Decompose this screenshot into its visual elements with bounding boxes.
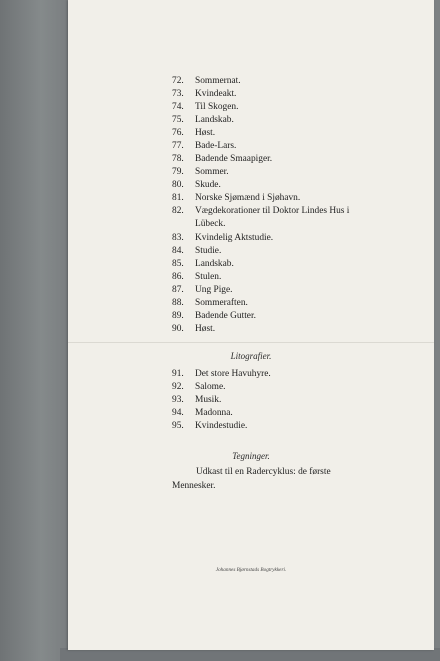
list-item [172,192,367,205]
item-number: 94. [172,408,184,419]
list-item [172,420,271,433]
list-item [172,297,367,310]
list-item [172,381,271,394]
item-title: Norske Sjømænd i Sjøhavn. [195,193,301,204]
list-item [172,323,367,336]
item-number: 83. [172,232,184,243]
list-item [172,166,367,179]
list-item [172,179,367,192]
item-title: Landskab. [195,258,234,269]
item-number: 78. [172,154,184,165]
item-title: Høst. [195,323,216,334]
item-title: Badende Gutter. [195,310,256,321]
list-item [172,140,367,153]
item-number: 93. [172,395,184,406]
item-title: Vægdekorationer til Doktor Lindes Hus i Lübeck. [195,206,350,230]
list-item [172,114,367,127]
item-title: Sommer. [195,167,229,178]
list-item [172,407,271,420]
list-item [172,245,367,258]
item-number: 88. [172,297,184,308]
item-number: 84. [172,245,184,256]
item-number: 72. [172,76,184,86]
item-title: Skude. [195,180,221,191]
item-title: Badende Smaapiger. [195,154,273,165]
list-item [172,205,367,231]
item-title: Til Skogen. [195,102,239,113]
list-item [172,127,367,140]
item-number: 82. [172,206,184,217]
item-number: 77. [172,141,184,152]
list-item [172,394,271,407]
item-title: Høst. [195,128,216,139]
drawings-heading: Tegninger. [232,451,270,461]
item-number: 80. [172,180,184,191]
item-title: Bade-Lars. [195,141,237,152]
background-left [0,0,68,661]
item-title: Sommeraften. [195,297,248,308]
item-title: Det store Havuhyre. [195,369,271,379]
item-title: Kvindelig Aktstudie. [195,232,274,243]
item-number: 91. [172,369,184,379]
item-number: 90. [172,323,184,334]
item-number: 86. [172,271,184,282]
list-item [172,271,367,284]
item-title: Sommernat. [195,76,241,86]
lithograph-list [172,368,271,433]
item-number: 76. [172,128,184,139]
list-item [172,310,367,323]
list-item [172,88,367,101]
item-number: 95. [172,421,184,432]
item-title: Stulen. [195,271,222,282]
printer-imprint: Johannes Bjørnstads Bogtrykkeri. [215,567,287,573]
item-title: Landskab. [195,115,234,126]
list-item [172,101,367,114]
list-item [172,232,367,245]
list-item [172,368,271,381]
item-title: Studie. [195,245,222,256]
item-number: 81. [172,193,184,204]
list-item [172,258,367,271]
item-title: Ung Pige. [195,284,233,295]
item-title: Kvindeakt. [195,89,237,100]
list-item [172,75,367,88]
list-item [172,153,367,166]
item-number: 79. [172,167,184,178]
item-number: 87. [172,284,184,295]
item-title: Salome. [195,382,226,393]
lithographs-heading: Litografier. [230,351,272,361]
item-number: 85. [172,258,184,269]
item-title: Musik. [195,395,222,406]
item-number: 74. [172,102,184,113]
list-item [172,284,367,297]
item-number: 73. [172,89,184,100]
item-number: 92. [172,382,184,393]
item-title: Kvindestudie. [195,421,248,432]
paper-fold [68,342,434,343]
item-number: 89. [172,310,184,321]
drawings-entry: Udkast til en Radercyklus: de første Mennesker. [172,467,331,491]
item-number: 75. [172,115,184,126]
artwork-list [172,75,367,336]
item-title: Madonna. [195,408,233,419]
